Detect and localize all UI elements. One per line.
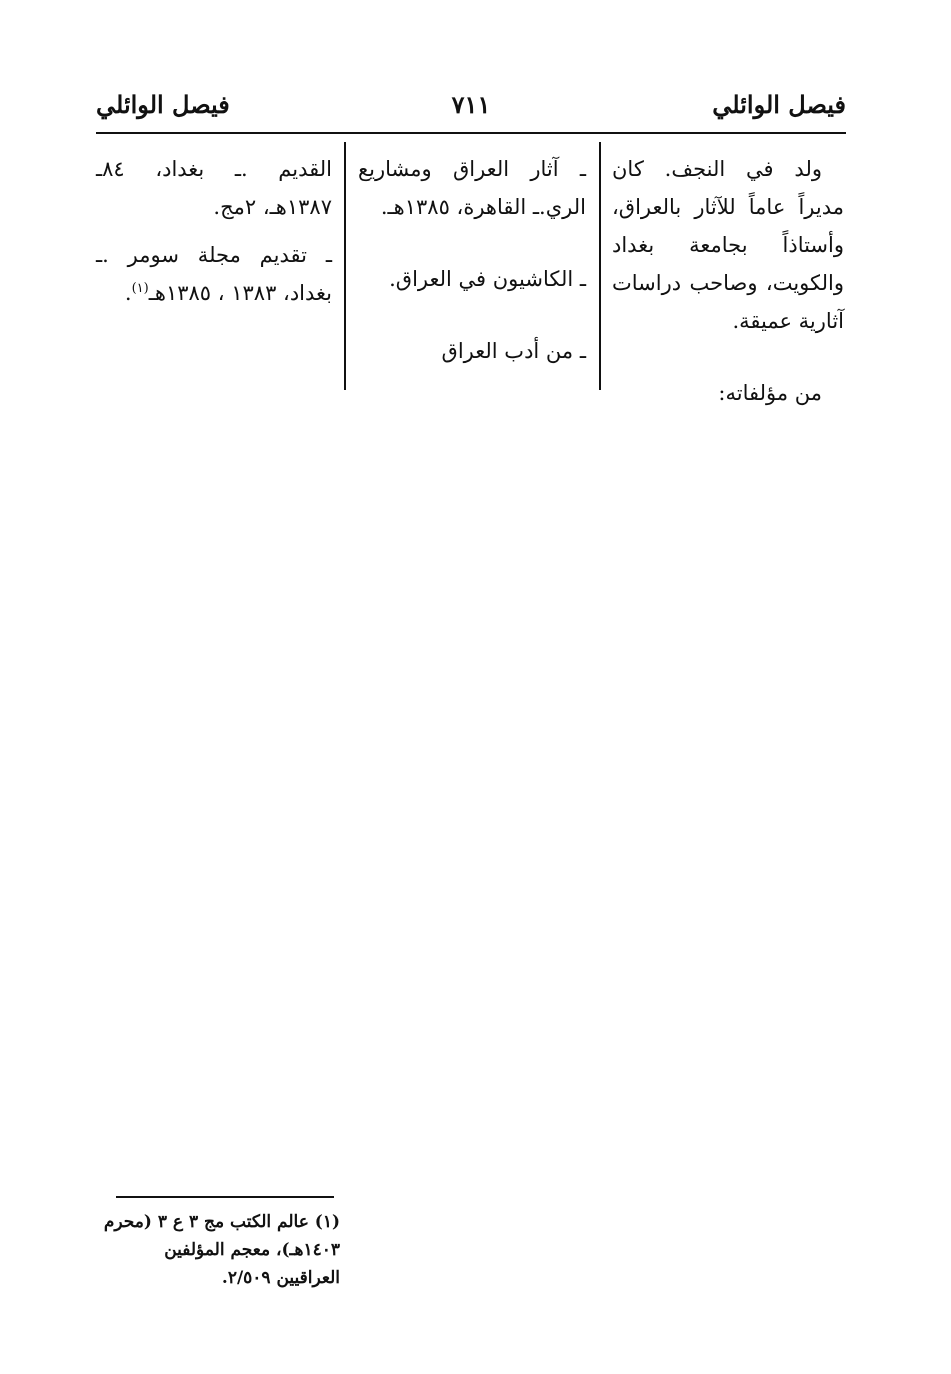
column-divider-left <box>344 142 346 390</box>
footnote-reference: (١) <box>131 281 149 296</box>
footnote-rule <box>116 1196 334 1198</box>
column-middle <box>358 150 586 370</box>
work-item: ـ الكاشيون في العراق. <box>389 267 586 291</box>
work-item: ـ آثار العراق ومشاريع الري.ـ القاهرة، ١٣٨٥هـ. <box>358 157 586 219</box>
header-rule <box>96 132 846 134</box>
header-title-right: فيصل الوائلي <box>712 90 846 119</box>
work-item-continuation: القديم .ـ بغداد، ٨٤ـ ١٣٨٧هـ، ٢مج. <box>96 157 332 219</box>
column-left <box>96 150 332 312</box>
biography-text: ولد في النجف. كان مديراً عاماً للآثار بالعراق، وأستاذاً بجامعة بغداد والكويت، وصاحب دراسات آثارية عميقة. <box>612 157 844 333</box>
work-item-end: . <box>124 281 132 305</box>
header-title-left: فيصل الوائلي <box>96 90 230 119</box>
work-item: ـ من أدب العراق <box>441 339 586 363</box>
footnote-text: (١) عالم الكتب مج ٣ ع ٣ (محرم ١٤٠٣هـ)، معجم المؤلفين العراقيين ٢/٥٠٩. <box>103 1212 340 1288</box>
work-item <box>96 236 332 312</box>
footnotes <box>96 1208 340 1292</box>
work-item-text: ـ تقديم مجلة سومر .ـ بغداد، ١٣٨٣ ، ١٣٨٥هـ <box>96 243 332 305</box>
works-label: من مؤلفاته: <box>718 381 822 405</box>
column-right <box>612 150 844 412</box>
running-header <box>96 82 846 132</box>
page-number: ٧١١ <box>451 90 491 119</box>
column-divider-right <box>599 142 601 390</box>
